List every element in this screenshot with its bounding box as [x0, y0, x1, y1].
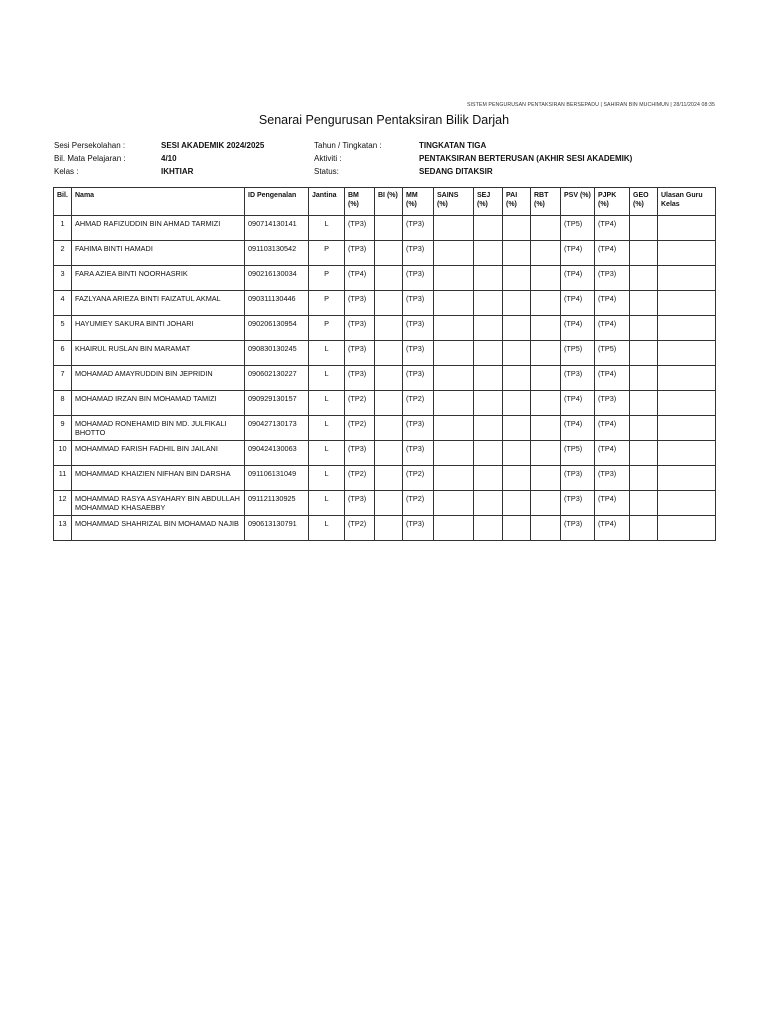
cell-bil: 5: [54, 316, 72, 341]
cell-id-pengenalan: 091103130542: [245, 241, 309, 266]
cell-rbt: [531, 391, 561, 416]
cell-jantina: P: [309, 316, 345, 341]
cell-pjpk: (TP4): [595, 366, 630, 391]
cell-geo: [630, 291, 658, 316]
table-row: [54, 516, 716, 541]
column-header-psv: PSV (%): [561, 188, 595, 216]
cell-geo: [630, 391, 658, 416]
table-row: [54, 491, 716, 516]
cell-psv: (TP3): [561, 366, 595, 391]
cell-bm: (TP2): [345, 516, 375, 541]
meta-class: [54, 165, 314, 178]
assessment-table: [53, 187, 716, 541]
meta-activity-value: PENTAKSIRAN BERTERUSAN (AKHIR SESI AKADEMIK): [419, 154, 633, 163]
cell-ulasan: [658, 416, 716, 441]
table-row: [54, 216, 716, 241]
cell-id-pengenalan: 090311130446: [245, 291, 309, 316]
cell-ulasan: [658, 441, 716, 466]
cell-psv: (TP5): [561, 441, 595, 466]
cell-sej: [474, 516, 503, 541]
meta-activity: [314, 152, 714, 165]
cell-bil: 10: [54, 441, 72, 466]
cell-sains: [434, 241, 474, 266]
cell-bil: 4: [54, 291, 72, 316]
cell-id-pengenalan: 090714130141: [245, 216, 309, 241]
cell-pai: [503, 441, 531, 466]
cell-rbt: [531, 266, 561, 291]
cell-nama: MOHAMAD RONEHAMID BIN MD. JULFIKALI BHOTTO: [72, 416, 245, 441]
cell-jantina: P: [309, 291, 345, 316]
cell-sains: [434, 466, 474, 491]
cell-pjpk: (TP3): [595, 391, 630, 416]
cell-sej: [474, 316, 503, 341]
cell-geo: [630, 241, 658, 266]
meta-year-label: Tahun / Tingkatan :: [314, 141, 382, 150]
cell-geo: [630, 366, 658, 391]
cell-jantina: L: [309, 391, 345, 416]
cell-ulasan: [658, 366, 716, 391]
cell-pai: [503, 416, 531, 441]
table-row: [54, 266, 716, 291]
meta-right: [314, 139, 714, 178]
cell-bm: (TP3): [345, 366, 375, 391]
cell-ulasan: [658, 266, 716, 291]
cell-geo: [630, 416, 658, 441]
table-row: [54, 366, 716, 391]
column-header-bil: Bil.: [54, 188, 72, 216]
cell-rbt: [531, 416, 561, 441]
cell-pjpk: (TP4): [595, 441, 630, 466]
column-header-sains: SAINS (%): [434, 188, 474, 216]
cell-ulasan: [658, 216, 716, 241]
cell-bi: [375, 341, 403, 366]
meta-class-label: Kelas :: [54, 167, 79, 176]
cell-ulasan: [658, 341, 716, 366]
cell-bm: (TP3): [345, 491, 375, 516]
table-row: [54, 391, 716, 416]
meta-subject-count-value: 4/10: [161, 154, 177, 163]
table-header-row: [54, 188, 716, 216]
cell-jantina: L: [309, 516, 345, 541]
column-header-pjpk: PJPK (%): [595, 188, 630, 216]
cell-sains: [434, 516, 474, 541]
cell-psv: (TP4): [561, 241, 595, 266]
cell-geo: [630, 341, 658, 366]
cell-ulasan: [658, 391, 716, 416]
cell-pjpk: (TP4): [595, 216, 630, 241]
cell-bil: 13: [54, 516, 72, 541]
cell-ulasan: [658, 466, 716, 491]
table-row: [54, 241, 716, 266]
cell-mm: (TP3): [403, 291, 434, 316]
cell-id-pengenalan: 090929130157: [245, 391, 309, 416]
meta-session-label: Sesi Persekolahan :: [54, 141, 126, 150]
cell-rbt: [531, 216, 561, 241]
cell-sej: [474, 416, 503, 441]
meta-year-value: TINGKATAN TIGA: [419, 141, 487, 150]
cell-mm: (TP3): [403, 416, 434, 441]
cell-mm: (TP2): [403, 391, 434, 416]
cell-bm: (TP2): [345, 416, 375, 441]
cell-geo: [630, 216, 658, 241]
cell-sains: [434, 366, 474, 391]
cell-sains: [434, 491, 474, 516]
cell-jantina: L: [309, 491, 345, 516]
column-header-pai: PAI (%): [503, 188, 531, 216]
cell-pjpk: (TP4): [595, 291, 630, 316]
cell-geo: [630, 466, 658, 491]
cell-pai: [503, 241, 531, 266]
cell-mm: (TP3): [403, 341, 434, 366]
cell-nama: MOHAMMAD RASYA ASYAHARY BIN ABDULLAH MOHAMMAD KHASAEBBY: [72, 491, 245, 516]
cell-nama: FAZLYANA ARIEZA BINTI FAIZATUL AKMAL: [72, 291, 245, 316]
table-row: [54, 291, 716, 316]
cell-pai: [503, 341, 531, 366]
cell-pjpk: (TP4): [595, 316, 630, 341]
cell-bi: [375, 491, 403, 516]
cell-nama: AHMAD RAFIZUDDIN BIN AHMAD TARMIZI: [72, 216, 245, 241]
column-header-jantina: Jantina: [309, 188, 345, 216]
cell-bm: (TP3): [345, 216, 375, 241]
cell-geo: [630, 516, 658, 541]
cell-mm: (TP3): [403, 316, 434, 341]
cell-bil: 3: [54, 266, 72, 291]
cell-pjpk: (TP4): [595, 241, 630, 266]
cell-bil: 1: [54, 216, 72, 241]
cell-rbt: [531, 366, 561, 391]
cell-jantina: L: [309, 441, 345, 466]
meta-year: [314, 139, 714, 152]
cell-bm: (TP3): [345, 441, 375, 466]
cell-bm: (TP3): [345, 291, 375, 316]
cell-id-pengenalan: 091106131049: [245, 466, 309, 491]
cell-bm: (TP3): [345, 341, 375, 366]
cell-pai: [503, 316, 531, 341]
cell-jantina: L: [309, 216, 345, 241]
column-header-nama: Nama: [72, 188, 245, 216]
cell-jantina: L: [309, 366, 345, 391]
cell-ulasan: [658, 516, 716, 541]
table-row: [54, 441, 716, 466]
cell-bm: (TP4): [345, 266, 375, 291]
cell-bil: 12: [54, 491, 72, 516]
cell-sej: [474, 466, 503, 491]
cell-bm: (TP2): [345, 391, 375, 416]
cell-ulasan: [658, 316, 716, 341]
cell-bi: [375, 241, 403, 266]
cell-sains: [434, 341, 474, 366]
cell-nama: FAHIMA BINTI HAMADI: [72, 241, 245, 266]
cell-bil: 2: [54, 241, 72, 266]
cell-nama: KHAIRUL RUSLAN BIN MARAMAT: [72, 341, 245, 366]
cell-psv: (TP4): [561, 316, 595, 341]
system-header-line: SISTEM PENGURUSAN PENTAKSIRAN BERSEPADU | SAHIRAN BIN MUCHIMUN | 28/11/2024 08:35: [466, 102, 715, 108]
cell-nama: MOHAMAD IRZAN BIN MOHAMAD TAMIZI: [72, 391, 245, 416]
cell-pjpk: (TP3): [595, 466, 630, 491]
cell-id-pengenalan: 090206130954: [245, 316, 309, 341]
cell-sej: [474, 216, 503, 241]
column-header-bm: BM (%): [345, 188, 375, 216]
meta-class-value: IKHTIAR: [161, 167, 194, 176]
meta-status-label: Status:: [314, 167, 339, 176]
cell-sains: [434, 291, 474, 316]
cell-bm: (TP2): [345, 466, 375, 491]
cell-pai: [503, 216, 531, 241]
cell-pai: [503, 391, 531, 416]
cell-sains: [434, 416, 474, 441]
cell-pai: [503, 466, 531, 491]
meta-status-value: SEDANG DITAKSIR: [419, 167, 493, 176]
cell-mm: (TP3): [403, 516, 434, 541]
cell-bil: 6: [54, 341, 72, 366]
cell-ulasan: [658, 291, 716, 316]
cell-sains: [434, 441, 474, 466]
cell-pai: [503, 491, 531, 516]
cell-id-pengenalan: 090602130227: [245, 366, 309, 391]
cell-bi: [375, 266, 403, 291]
cell-jantina: L: [309, 341, 345, 366]
meta-subject-count: [54, 152, 314, 165]
cell-psv: (TP4): [561, 291, 595, 316]
cell-psv: (TP5): [561, 341, 595, 366]
cell-bil: 11: [54, 466, 72, 491]
cell-bi: [375, 441, 403, 466]
cell-bi: [375, 291, 403, 316]
cell-sains: [434, 391, 474, 416]
cell-sains: [434, 216, 474, 241]
cell-pai: [503, 516, 531, 541]
column-header-rbt: RBT (%): [531, 188, 561, 216]
cell-nama: MOHAMMAD KHAIZIEN NIFHAN BIN DARSHA: [72, 466, 245, 491]
cell-pjpk: (TP5): [595, 341, 630, 366]
cell-geo: [630, 316, 658, 341]
meta-session-value: SESI AKADEMIK 2024/2025: [161, 141, 265, 150]
cell-rbt: [531, 241, 561, 266]
cell-nama: MOHAMAD AMAYRUDDIN BIN JEPRIDIN: [72, 366, 245, 391]
cell-bil: 7: [54, 366, 72, 391]
meta-left: [54, 139, 314, 178]
cell-geo: [630, 266, 658, 291]
cell-sej: [474, 441, 503, 466]
cell-geo: [630, 441, 658, 466]
cell-mm: (TP2): [403, 466, 434, 491]
cell-bil: 9: [54, 416, 72, 441]
table-row: [54, 316, 716, 341]
cell-pjpk: (TP4): [595, 416, 630, 441]
cell-nama: FARA AZIEA BINTI NOORHASRIK: [72, 266, 245, 291]
cell-mm: (TP3): [403, 441, 434, 466]
cell-rbt: [531, 466, 561, 491]
cell-sej: [474, 266, 503, 291]
cell-psv: (TP5): [561, 216, 595, 241]
meta-subject-count-label: Bil. Mata Pelajaran :: [54, 154, 126, 163]
cell-ulasan: [658, 491, 716, 516]
column-header-mm: MM (%): [403, 188, 434, 216]
cell-jantina: P: [309, 241, 345, 266]
cell-nama: MOHAMMAD FARISH FADHIL BIN JAILANI: [72, 441, 245, 466]
cell-bi: [375, 316, 403, 341]
cell-bi: [375, 416, 403, 441]
cell-rbt: [531, 341, 561, 366]
column-header-geo: GEO (%): [630, 188, 658, 216]
cell-jantina: L: [309, 416, 345, 441]
cell-psv: (TP4): [561, 391, 595, 416]
column-header-bi: BI (%): [375, 188, 403, 216]
cell-pjpk: (TP4): [595, 491, 630, 516]
cell-sej: [474, 391, 503, 416]
cell-sej: [474, 341, 503, 366]
cell-pai: [503, 266, 531, 291]
cell-sej: [474, 241, 503, 266]
cell-ulasan: [658, 241, 716, 266]
cell-psv: (TP3): [561, 466, 595, 491]
column-header-sej: SEJ (%): [474, 188, 503, 216]
cell-rbt: [531, 491, 561, 516]
cell-sej: [474, 366, 503, 391]
cell-psv: (TP3): [561, 491, 595, 516]
meta-activity-label: Aktiviti :: [314, 154, 342, 163]
table-row: [54, 416, 716, 441]
cell-id-pengenalan: 090427130173: [245, 416, 309, 441]
cell-bi: [375, 216, 403, 241]
cell-sains: [434, 266, 474, 291]
cell-rbt: [531, 291, 561, 316]
cell-id-pengenalan: 090830130245: [245, 341, 309, 366]
meta-session: [54, 139, 314, 152]
cell-geo: [630, 491, 658, 516]
table-body: [54, 216, 716, 541]
cell-psv: (TP4): [561, 416, 595, 441]
cell-id-pengenalan: 091121130925: [245, 491, 309, 516]
cell-rbt: [531, 441, 561, 466]
column-header-ulasan: Ulasan Guru Kelas: [658, 188, 716, 216]
cell-sains: [434, 316, 474, 341]
meta-status: [314, 165, 714, 178]
page-title: Senarai Pengurusan Pentaksiran Bilik Darjah: [258, 113, 510, 127]
cell-pai: [503, 291, 531, 316]
cell-psv: (TP4): [561, 266, 595, 291]
cell-sej: [474, 291, 503, 316]
cell-rbt: [531, 316, 561, 341]
cell-mm: (TP3): [403, 366, 434, 391]
cell-pjpk: (TP3): [595, 266, 630, 291]
cell-bm: (TP3): [345, 241, 375, 266]
cell-pai: [503, 366, 531, 391]
cell-psv: (TP3): [561, 516, 595, 541]
cell-sej: [474, 491, 503, 516]
cell-mm: (TP3): [403, 216, 434, 241]
cell-bm: (TP3): [345, 316, 375, 341]
cell-nama: MOHAMMAD SHAHRIZAL BIN MOHAMAD NAJIB: [72, 516, 245, 541]
cell-id-pengenalan: 090613130791: [245, 516, 309, 541]
cell-mm: (TP3): [403, 241, 434, 266]
cell-rbt: [531, 516, 561, 541]
cell-bi: [375, 466, 403, 491]
table-row: [54, 341, 716, 366]
cell-mm: (TP3): [403, 266, 434, 291]
cell-jantina: L: [309, 466, 345, 491]
cell-bi: [375, 516, 403, 541]
cell-jantina: P: [309, 266, 345, 291]
cell-id-pengenalan: 090216130034: [245, 266, 309, 291]
column-header-id-pengenalan: ID Pengenalan: [245, 188, 309, 216]
cell-mm: (TP2): [403, 491, 434, 516]
table-row: [54, 466, 716, 491]
cell-bi: [375, 391, 403, 416]
cell-id-pengenalan: 090424130063: [245, 441, 309, 466]
cell-bi: [375, 366, 403, 391]
cell-bil: 8: [54, 391, 72, 416]
cell-nama: HAYUMIEY SAKURA BINTI JOHARI: [72, 316, 245, 341]
cell-pjpk: (TP4): [595, 516, 630, 541]
